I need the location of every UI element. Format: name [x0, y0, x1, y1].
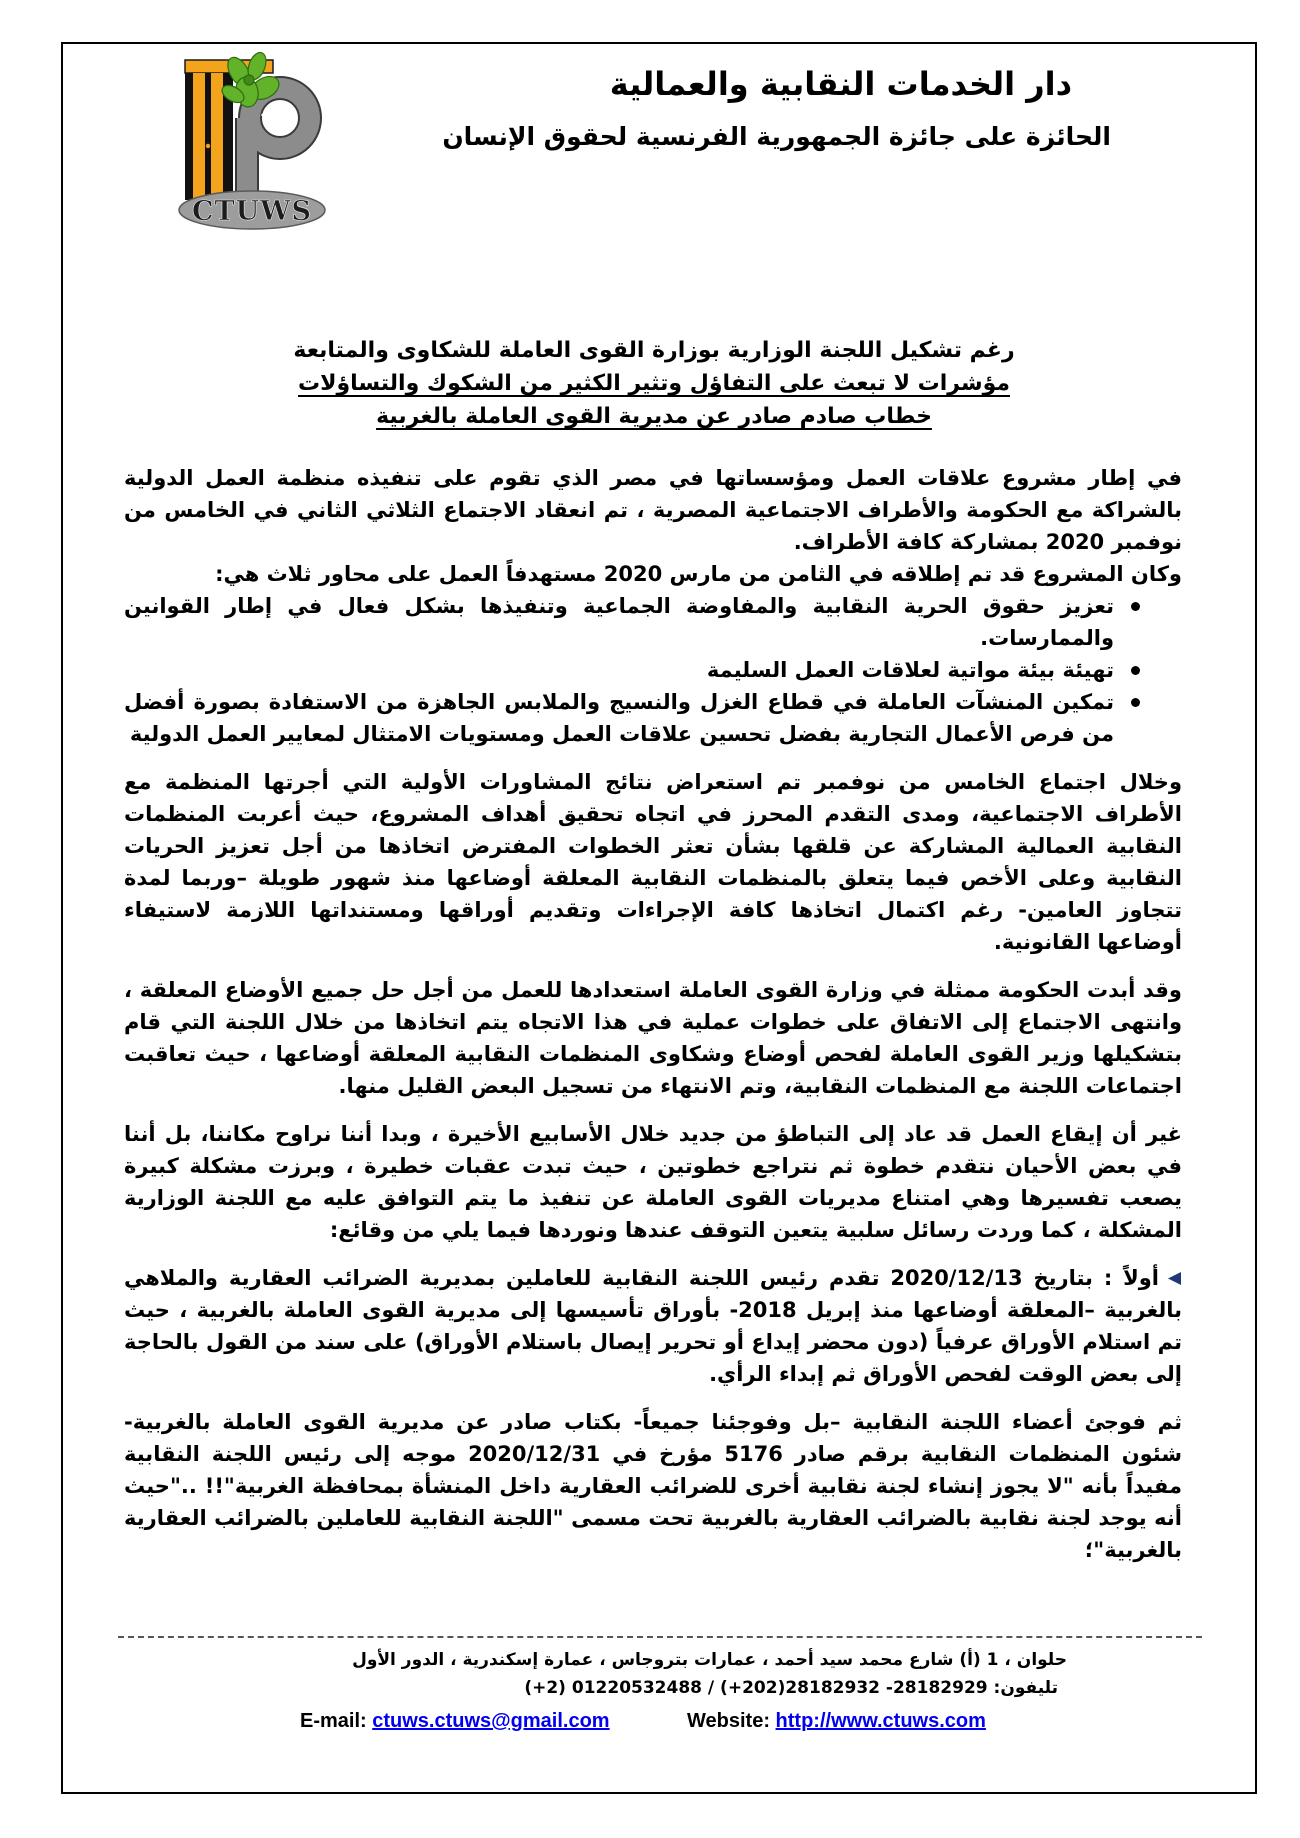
first-incident-paragraph [124, 1262, 1182, 1390]
bullet-dot-icon [1131, 666, 1140, 675]
bullet-dot-icon [1131, 602, 1140, 611]
website-label: Website: [687, 1710, 770, 1732]
organization-name: دار الخدمات النقابية والعمالية [609, 65, 1072, 103]
government-paragraph: وقد أبدت الحكومة ممثلة في وزارة القوى العاملة استعدادها للعمل من أجل حل جميع الأوضاع المعلقة ، وانتهى الاجتماع إلى الاتفاق على خطوات عملية في هذا الاتجاه يتم اتخاذها من خلال اللجنة التي قام بتشكيلها وزير القوى العاملة لفحص أوضاع وشكاوى المنظمات النقابية المعلقة أوضاعها ، حيث تعاقبت اجتماعات اللجنة مع المنظمات النقابية، وتم الانتهاء من تسجيل البعض القليل منها. [124, 978, 1182, 1098]
intro-paragraph: في إطار مشروع علاقات العمل ومؤسساتها في مصر الذي تقوم على تنفيذه منظمة العمل الدولية بالشراكة مع الحكومة والأطراف الاجتماعية المصرية ، تم انعقاد الاجتماع الثلاثي الثاني في الخامس من نوفمبر 2020 بمشاركة كافة الأطراف. [124, 466, 1182, 554]
website-link[interactable]: http://www.ctuws.com [775, 1710, 986, 1732]
email-label: E-mail: [300, 1710, 367, 1732]
list-item [124, 654, 1114, 686]
organization-award: الحائزة على جائزة الجمهورية الفرنسية لحقوق الإنسان [442, 122, 1111, 151]
list-item [124, 590, 1114, 654]
headline-line-1 [4, 334, 1300, 367]
triangle-arrow-icon [1167, 1271, 1182, 1286]
first-incident-text: بتاريخ 2020/12/13 تقدم رئيس اللجنة النقابية للعاملين بمديرية الضرائب العقارية والملاهي بالغربية –المعلقة أوضاعها منذ إبريل 2018- بأوراق تأسيسها إلى مديرية القوى العاملة بالغربية ، حيث تم استلام الأوراق عرفياً (دون محضر إيداع أو تحرير إيصال باستلام الأوراق) على سند من القول بالحاجة إلى بعض الوقت لفحص الأوراق ثم إبداء الرأي. [124, 1266, 1182, 1386]
logo-oval [179, 191, 325, 229]
headline-line-3 [4, 400, 1300, 433]
footer-address: حلوان ، 1 (أ) شارع محمد سيد أحمد ، عمارات بتروجاس ، عمارة إسكندرية ، الدور الأول [352, 1650, 1067, 1670]
ctuws-logo [177, 50, 327, 230]
list-item-text: تهيئة بيئة مواتية لعلاقات العمل السليمة [706, 658, 1114, 682]
letter-paragraph: ثم فوجئ أعضاء اللجنة النقابية –بل وفوجئنا جميعاً- بكتاب صادر عن مديرية القوى العاملة بالغربية- شئون المنظمات النقابية برقم صادر 5176 مؤرخ في 2020/12/31 موجه إلى رئيس اللجنة النقابية مفيداً بأنه "لا يجوز إنشاء لجنة نقابية أخرى للضرائب العقارية داخل المنشأة بمحافظة الغربية"!! .."حيث أنه يوجد لجنة نقابية بالضرائب العقارية بالغربية تحت مسمى "اللجنة النقابية للعاملين بالضرائب العقارية بالغربية"؛ [124, 1410, 1183, 1562]
first-incident-label: أولاً : [1103, 1266, 1160, 1290]
slowdown-paragraph: غير أن إيقاع العمل قد عاد إلى التباطؤ من جديد خلال الأسابيع الأخيرة ، وبدا أننا نراوح مكاننا، بل أننا في بعض الأحيان نتقدم خطوة ثم نتراجع خطوتين ، حيث تبدت عقبات خطيرة ، وبرزت مشكلة كبيرة يصعب تفسيرها وهي امتناع مديريات القوى العاملة عن تنفيذ ما يتم التوافق عليه مع اللجنة الوزارية المشكلة ، كما وردت رسائل سلبية يتعين التوقف عندها ونوردها فيما يلي من وقائع: [124, 1122, 1182, 1242]
headline-text: خطاب صادم صادر عن مديرية القوى العاملة بالغربية [376, 404, 932, 429]
article-body [124, 462, 1182, 1566]
footer-email [300, 1707, 610, 1735]
bullet-dot-icon [1131, 698, 1140, 707]
article-headline [4, 334, 1300, 433]
meeting-paragraph: وخلال اجتماع الخامس من نوفمبر تم استعراض نتائج المشاورات الأولية التي أجرتها المنظمة مع الأطراف الاجتماعية، ومدى التقدم المحرز في اتجاه تحقيق أهداف المشروع، حيث أعربت المنظمات النقابية العمالية المشاركة عن قلقها بشأن تعثر الخطوات المفترض اتخاذها من أجل تعزيز الحريات النقابية وعلى الأخص فيما يتعلق بالمنظمات النقابية المعلقة أوضاعها منذ شهور طويلة –وربما لمدة تتجاوز العامين- رغم اكتمال اتخاذها كافة الإجراءات وتقديم أوراقها ومستنداتها اللازمة لاستيفاء أوضاعها القانونية. [124, 770, 1182, 954]
headline-line-2 [4, 367, 1300, 400]
headline-text: مؤشرات لا تبعث على التفاؤل وتثير الكثير من الشكوك والتساؤلات [297, 371, 1010, 396]
footer-website [687, 1707, 986, 1735]
logo-text: CTUWS [192, 196, 312, 227]
project-launch-paragraph: وكان المشروع قد تم إطلاقه في الثامن من مارس 2020 مستهدفاً العمل على محاور ثلاث هي: [215, 562, 1182, 586]
email-link[interactable]: ctuws.ctuws@gmail.com [372, 1710, 610, 1732]
list-item-text: تمكين المنشآت العاملة في قطاع الغزل والنسيج والملابس الجاهزة من الاستفادة بصورة أفضل من فرص الأعمال التجارية بفضل تحسين علاقات العمل ومستويات الامتثال لمعايير العمل الدولية [124, 690, 1114, 746]
footer-phone: تليفون: 28182929- 28182932(202+) / 01220532488 (2+) [524, 1678, 1058, 1698]
footer-divider [118, 1636, 1202, 1638]
list-item [124, 686, 1114, 750]
project-axes-list [124, 590, 1182, 750]
list-item-text: تعزيز حقوق الحرية النقابية والمفاوضة الجماعية وتنفيذها بشكل فعال في إطار القوانين والممارسات. [124, 594, 1114, 650]
headline-text: رغم تشكيل اللجنة الوزارية بوزارة القوى العاملة للشكاوى والمتابعة [293, 338, 1015, 363]
